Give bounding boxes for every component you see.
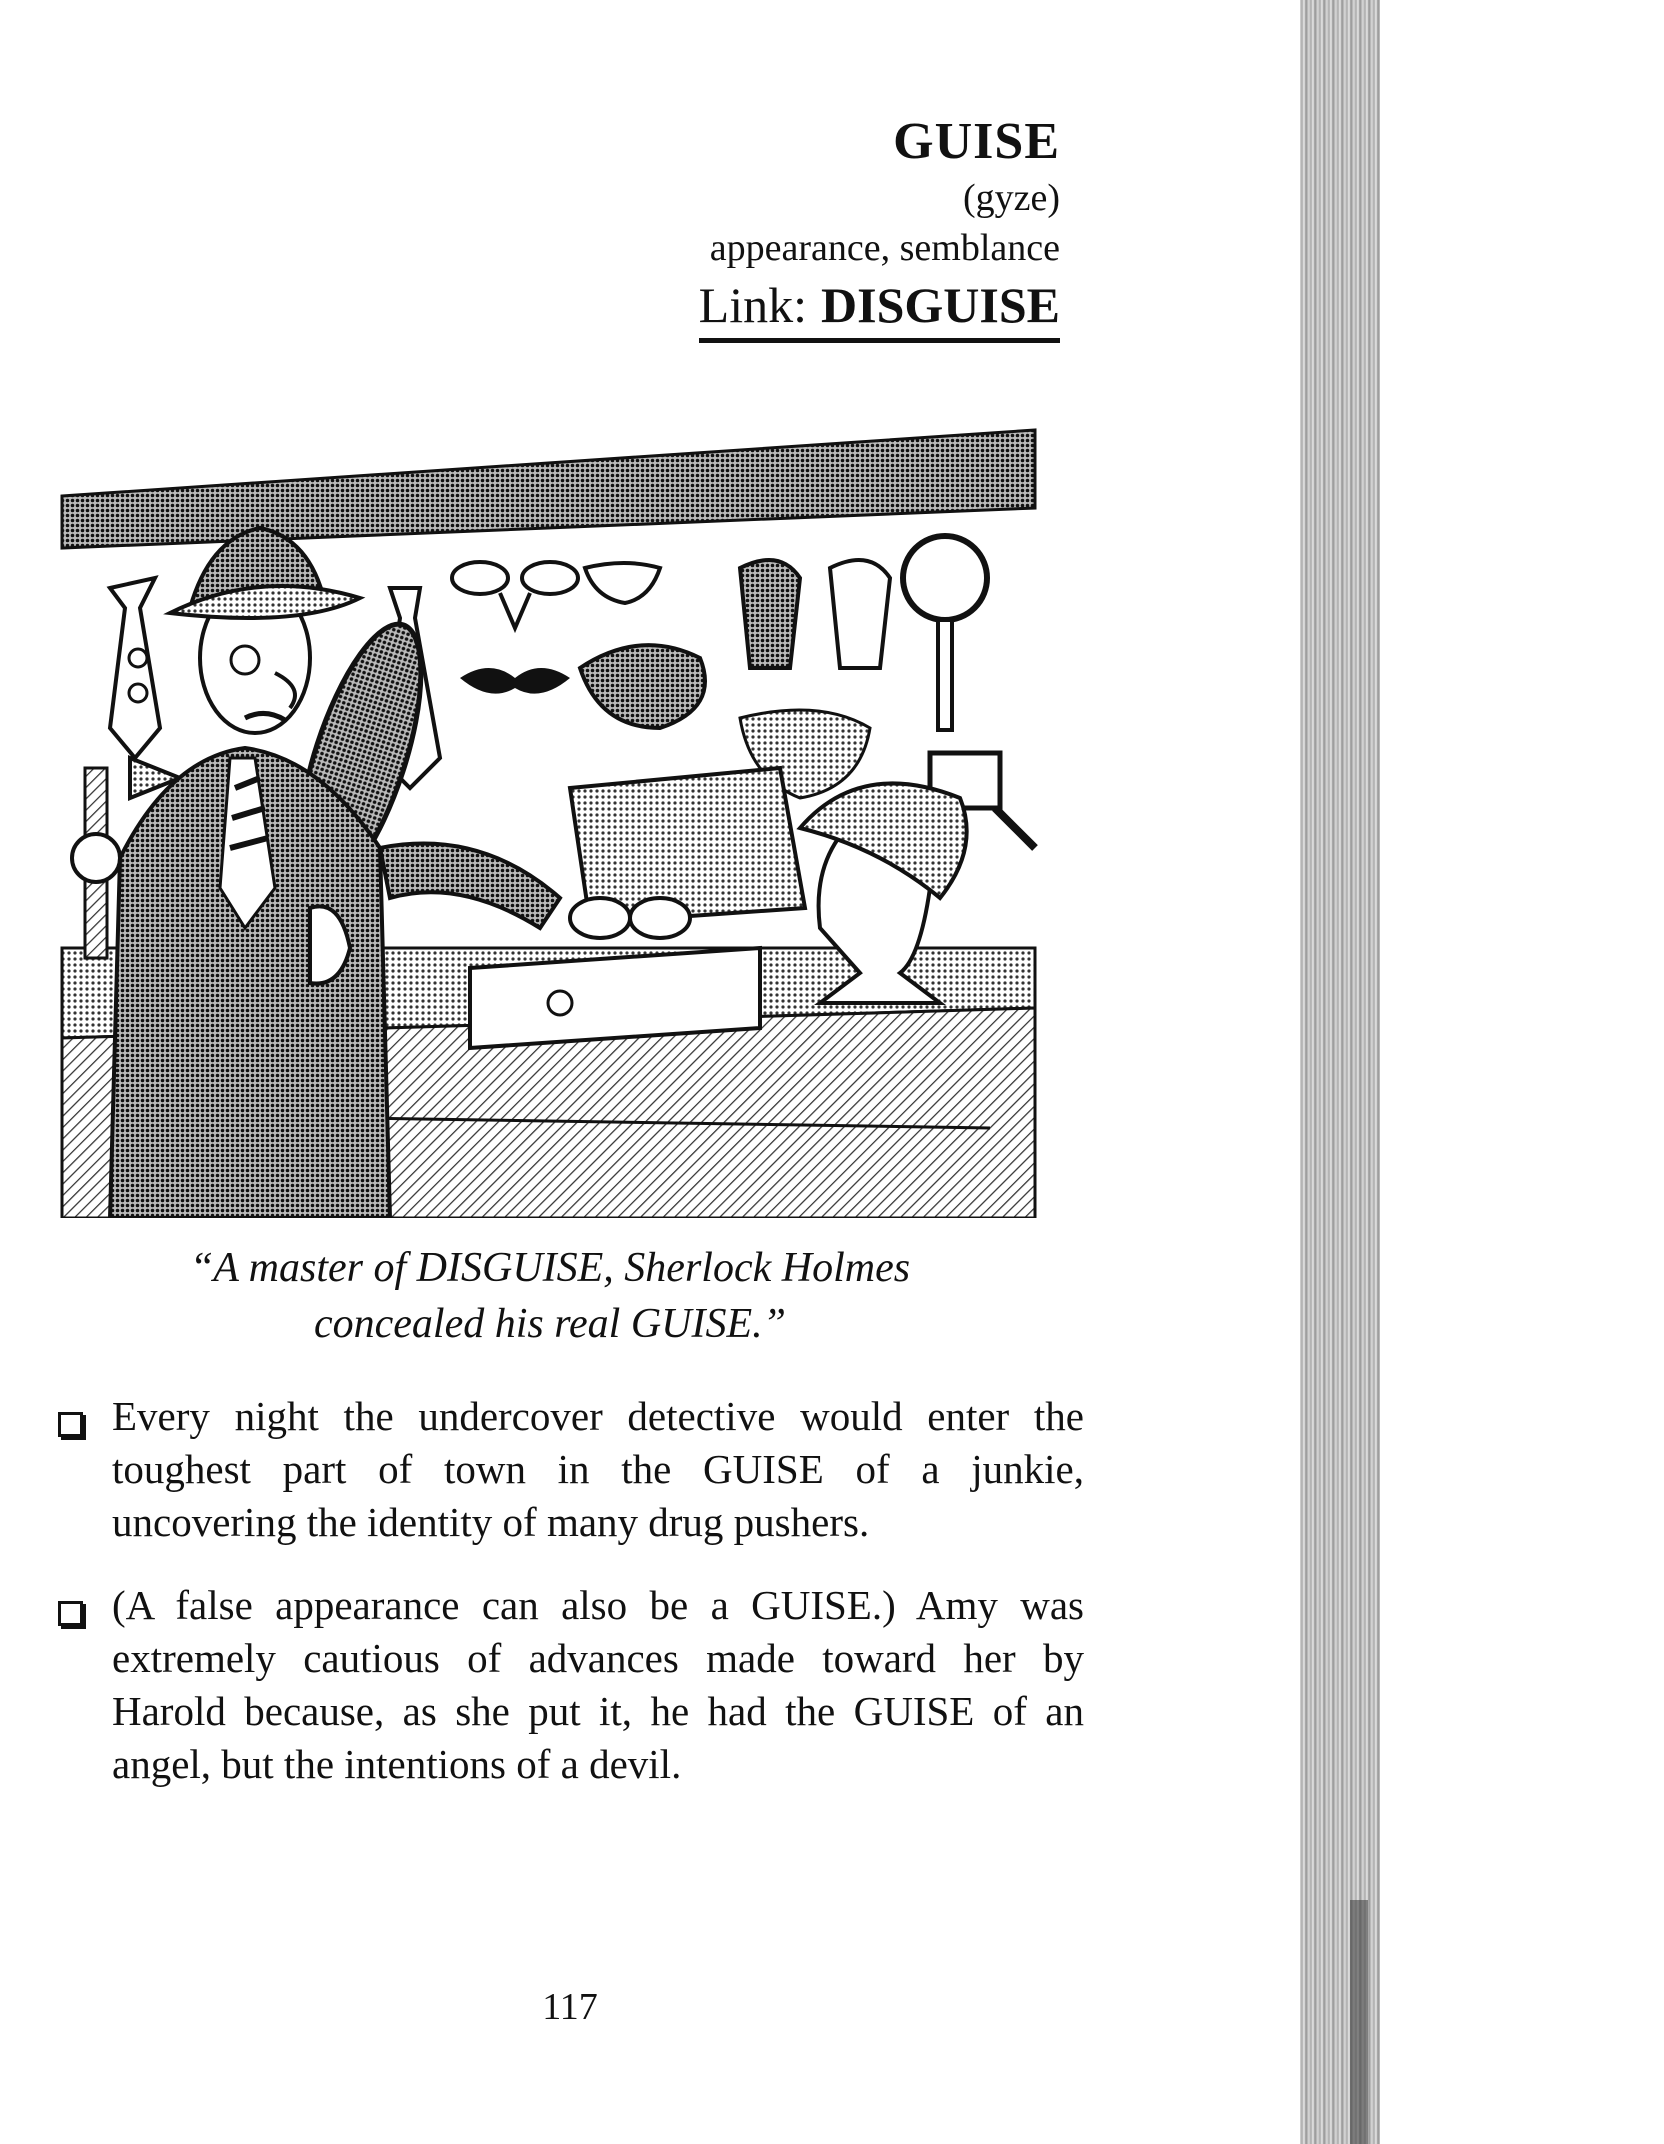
illustration-caption [60,1240,1040,1352]
example-item [54,1579,1084,1791]
link-label: Link: [698,277,807,333]
caption-line-2: concealed his real GUISE.” [313,1301,786,1347]
example-list [54,1390,1084,1821]
link-line [699,274,1060,343]
definition: appearance, semblance [709,227,1060,269]
checkbox-icon [58,1601,83,1626]
headword: GUISE [893,113,1060,170]
cartoon-illustration [60,428,1040,1218]
example-item [54,1390,1084,1549]
pronunciation: (gyze) [962,177,1060,219]
page-number: 117 [542,1986,598,2028]
entry-header [699,110,1060,343]
caption-line-1: “A master of DISGUISE, Sherlock Holmes [189,1245,911,1291]
example-text: Every night the undercover detective would enter the toughest part of town in the GUISE of a junkie, uncovering the identity of many drug pushers. [112,1393,1084,1545]
example-text: (A false appearance can also be a GUISE.) Amy was extremely cautious of advances made toward her by Harold because, as she put it, he had the GUISE of an angel, but the intentions of a devil. [112,1582,1084,1787]
checkbox-icon [58,1412,83,1437]
binding-gutter [1300,0,1380,2144]
link-word: DISGUISE [821,277,1060,333]
binding-shadow [1350,1900,1368,2144]
